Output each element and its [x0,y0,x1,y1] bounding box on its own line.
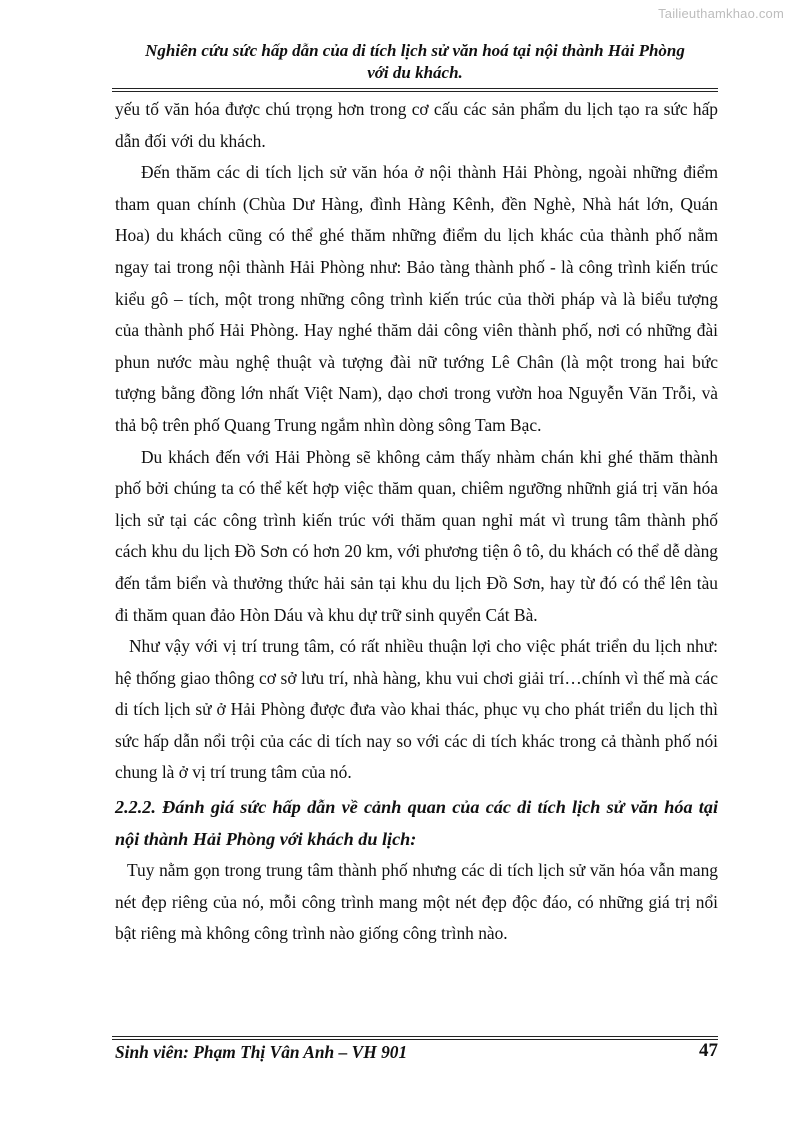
running-header [112,40,718,84]
page-body [115,94,718,950]
footer-author: Sinh viên: Phạm Thị Vân Anh – VH 901 [115,1042,408,1062]
paragraph-tourists: Du khách đến với Hải Phòng sẽ không cảm thấy nhàm chán khi ghé thăm thành phố bởi chúng ta có thể kết hợp việc thăm quan, chiêm ngưỡng nhữnh giá trị văn hóa lịch sử tại các công trình kiến trúc với thăm quan nghỉ mát vì trung tâm thành phố cách khu du lịch Đồ Sơn có hơn 20 km, với phương tiện ô tô, du khách có thể dễ dàng đến tắm biển và thưởng thức hải sản tại khu du lịch Đồ Sơn, hay từ đó có thể lên tàu đi thăm quan đảo Hòn Dáu và khu dự trữ sinh quyển Cát Bà. [115,446,718,625]
header-title-line1: Nghiên cứu sức hấp dẫn của di tích lịch sử văn hoá tại nội thành Hải Phòng [145,41,685,60]
paragraph-central-location: Như vậy với vị trí trung tâm, có rất nhiều thuận lợi cho việc phát triển du lịch như: hệ thống giao thông cơ sở lưu trí, nhà hàng, khu vui chơi giải trí…chính vì thế mà các di tích lịch sử ở Hải Phòng được đưa vào khai thác, phục vụ cho phát triển du lịch thì sức hấp dẫn nổi trội của các di tích nay so với các di tích khác trong cả thành phố nói chung là ở vị trí trung tâm của nó. [115,636,718,783]
header-divider [112,88,718,92]
footer-divider [112,1036,718,1040]
paragraph-continued: yếu tố văn hóa được chú trọng hơn trong cơ cấu các sản phẩm du lịch tạo ra sức hấp dẫn đối với du khách. [115,99,718,151]
watermark-text: Tailieuthamkhao.com [658,6,784,21]
paragraph-attractions: Đến thăm các di tích lịch sử văn hóa ở nội thành Hải Phòng, ngoài những điểm tham quan chính (Chùa Dư Hàng, đình Hàng Kênh, đền Nghè, Nhà hát lớn, Quán Hoa) du khách cũng có thể ghé thăm những điểm du lịch khác của thành phố nằm ngay tai trong nội thành Hải Phòng như: Bảo tàng thành phố - là công trình kiến trúc kiểu gô – tích, một trong những công trình kiến trúc của thời pháp và là biểu tượng của thành phố Hải Phòng. Hay nghé thăm dải công viên thành phố, nơi có những đài phun nước màu nghệ thuật và tượng đài nữ tướng Lê Chân (là một trong hai bức tượng bằng đồng lớn nhất Việt Nam), dạo chơi trong vườn hoa Nguyễn Văn Trỗi, và thả bộ trên phố Quang Trung ngắm nhìn dòng sông Tam Bạc. [115,162,718,435]
header-title-line2: với du khách. [367,63,463,82]
page-number: 47 [699,1040,718,1061]
section-heading: 2.2.2. Đánh giá sức hấp dẫn về cảnh quan của các di tích lịch sử văn hóa tại nội thành Hải Phòng với khách du lịch: [115,797,718,850]
paragraph-landscape: Tuy nằm gọn trong trung tâm thành phố nhưng các di tích lịch sử văn hóa vẫn mang nét đẹp riêng của nó, mỗi công trình mang một nét đẹp độc đáo, có những giá trị nổi bật riêng mà không công trình nào giống công trình nào. [115,860,718,944]
